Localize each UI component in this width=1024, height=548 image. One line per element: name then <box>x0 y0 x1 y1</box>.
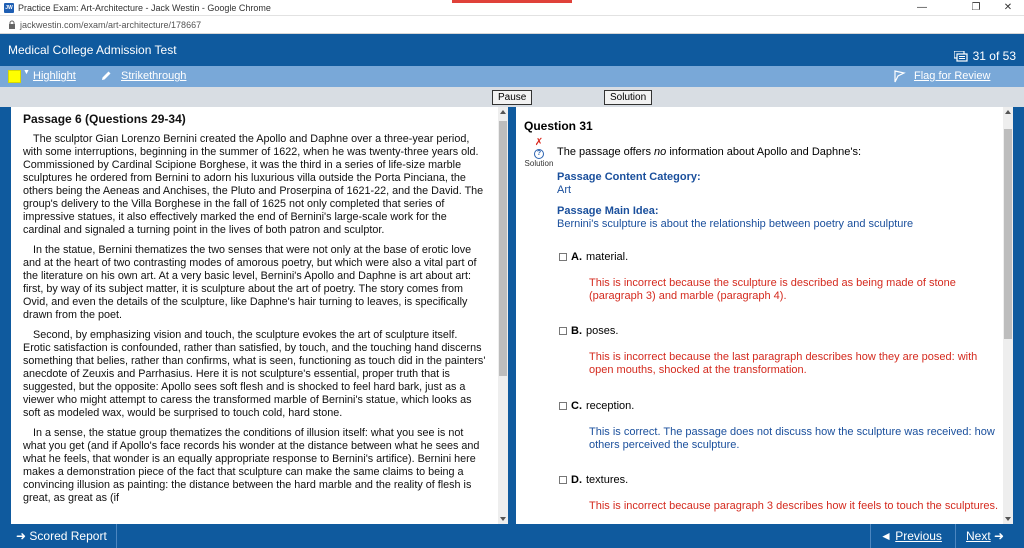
solution-indicator-label: Solution <box>524 159 554 168</box>
question-panel <box>516 107 1003 524</box>
exam-footer <box>0 524 1024 548</box>
annotation-toolbar <box>0 66 1024 87</box>
question-list-icon[interactable] <box>954 51 968 62</box>
strikethrough-button[interactable]: Strikethrough <box>121 70 187 82</box>
passage-scroll-thumb[interactable] <box>499 121 507 376</box>
content-category-label: Passage Content Category: <box>557 171 701 183</box>
choice-checkbox[interactable] <box>559 253 567 261</box>
main-idea-value: Bernini's sculpture is about the relationship between poetry and sculpture <box>557 218 914 230</box>
scroll-up-icon[interactable] <box>1005 110 1011 114</box>
url-text[interactable]: jackwestin.com/exam/art-architecture/178667 <box>20 20 202 30</box>
footer-divider <box>955 524 956 548</box>
minimize-button[interactable]: — <box>917 2 927 13</box>
chevron-down-icon[interactable]: ▼ <box>23 69 30 76</box>
scroll-up-icon[interactable] <box>500 110 506 114</box>
passage-paragraph[interactable]: The sculptor Gian Lorenzo Bernini created the Apollo and Daphne over a three-year period, with some interruptions, beginning in the summer of 1622, when he was twenty-three years old. Commissioned by Cardinal Scipione Borghese, it was the third in a series of life-size marble sculptures he ordered from Bernini to adorn his luxurious villa outside the Porta Pinciana, the others being the Aeneas and Anchises, the Pluto and Proserpina of 1621-22, and the David. The group's delivery to the Villa Borghese in the fall of 1625 not only completed that series of impressive statues, it also effectively marked the end of Bernini's large-scale work for the cardinal and signaled a turning point in the lives of both patron and sculptor. <box>23 133 484 236</box>
solution-indicator[interactable] <box>519 138 559 168</box>
question-number: Question 31 <box>524 119 593 133</box>
pencil-icon <box>100 70 112 82</box>
titlebar-accent <box>452 0 572 3</box>
content-category-value: Art <box>557 184 572 196</box>
explanation-c: This is correct. The passage does not discuss how the sculpture was received: how others perceived the sculpture. <box>589 426 995 451</box>
question-stem: The passage offers no information about Apollo and Daphne's: <box>557 146 862 158</box>
pause-button[interactable]: Pause <box>492 90 532 105</box>
info-icon: ? <box>534 149 544 159</box>
footer-divider <box>116 524 117 548</box>
explanation-a: This is incorrect because the sculpture is described as being made of stone (paragraph 3) and marble (paragraph 4). <box>589 277 956 302</box>
question-scrollbar[interactable] <box>1003 107 1013 524</box>
question-scroll-thumb[interactable] <box>1004 129 1012 339</box>
explanation-d: This is incorrect because paragraph 3 describes how it feels to touch the sculptures. <box>589 500 999 512</box>
arrow-right-icon: ➜ <box>994 529 1005 543</box>
footer-divider <box>870 524 871 548</box>
app-header <box>0 34 1024 66</box>
passage-paragraph[interactable]: Second, by emphasizing vision and touch, the sculpture evokes the art of sculpture itself. Erotic satisfaction is confounded, rather than satisfied, by touch, and the touching hand discerns something that belies, rather than confirms, what is seen, functioning as touch did in the painters' anecdote of Zeuxis and Parrhasius. Here it is not sculpture's essential, proper truth that is suggested, but the opposite: Apollo sees soft flesh and is shocked to feel hard bark, just as a viewer who might attempt to caress the transformed marble of Bernini's statue, which looks as soft as modeled wax, would be surprised to touch cold, hard stone. <box>23 329 486 419</box>
flag-for-review-button[interactable]: Flag for Review <box>914 70 991 82</box>
counter-text: 31 of 53 <box>972 49 1016 63</box>
arrow-right-icon: ➜ <box>16 529 27 543</box>
page-title: Medical College Admission Test <box>8 43 177 57</box>
passage-heading: Passage 6 (Questions 29-34) <box>23 112 186 126</box>
lock-icon <box>8 20 16 29</box>
passage-scrollbar[interactable] <box>498 107 508 524</box>
highlight-button[interactable]: Highlight <box>33 70 76 82</box>
answer-choice-b[interactable]: B. poses. <box>559 325 618 337</box>
answer-choice-a[interactable]: A. material. <box>559 251 628 263</box>
answer-choice-d[interactable]: D. textures. <box>559 474 628 486</box>
choice-checkbox[interactable] <box>559 476 567 484</box>
passage-panel <box>11 107 498 524</box>
main-idea-label: Passage Main Idea: <box>557 205 659 217</box>
answer-choice-c[interactable]: C. reception. <box>559 400 634 412</box>
exam-controls <box>0 87 1024 107</box>
flag-icon <box>893 70 907 83</box>
explanation-b: This is incorrect because the last paragraph describes how they are posed: with open mouths, shocked at the transformation. <box>589 351 978 376</box>
solution-button[interactable]: Solution <box>604 90 652 105</box>
browser-titlebar <box>0 0 1024 16</box>
scroll-down-icon[interactable] <box>500 517 506 521</box>
question-counter <box>954 49 1016 63</box>
arrow-left-icon: ◄ <box>880 529 892 543</box>
scroll-down-icon[interactable] <box>1005 517 1011 521</box>
close-window-button[interactable]: ✕ <box>1003 2 1013 13</box>
choice-checkbox[interactable] <box>559 327 567 335</box>
passage-paragraph[interactable]: In the statue, Bernini thematizes the two senses that were not only at the base of erotic love and at the heart of two contrasting modes of amorous poetry, but which were also a vital part of the literature on his own art. At a very basic level, Bernini's Apollo and Daphne is art about art: first, by way of its subject matter, it is sculpture about the art of poetry. The story comes from Ovid, and even the details of the sculpture, like Daphne's hair turning to leaves, is specifically drawn from the poet. <box>23 244 477 321</box>
choice-checkbox[interactable] <box>559 402 567 410</box>
highlight-color-swatch[interactable] <box>8 70 21 83</box>
previous-button[interactable]: ◄ Previous <box>880 529 942 543</box>
app-logo-icon: JW <box>5 5 13 11</box>
passage-paragraph[interactable]: In a sense, the statue group thematizes the conditions of illusion itself: what you see is not what you get (and if Apollo's face records his wonder at the distance between what he sees and what he feels, that wonder is an equally appropriate response to Bernini's artifice). Bernini here makes a demonstration piece of the fact that sculpture can make the same claims to being a convincing illusion as painting: the distance between the hard marble and the reality of flesh is great, as great as (if <box>23 427 480 504</box>
restore-button[interactable]: ❐ <box>971 2 981 13</box>
next-button[interactable]: Next ➜ <box>966 529 1005 543</box>
pin-icon: ✗ <box>534 137 544 148</box>
scored-report-button[interactable]: ➜ Scored Report <box>16 529 107 543</box>
window-title: Practice Exam: Art-Architecture - Jack Westin - Google Chrome <box>18 3 271 13</box>
address-bar[interactable] <box>0 16 1024 34</box>
